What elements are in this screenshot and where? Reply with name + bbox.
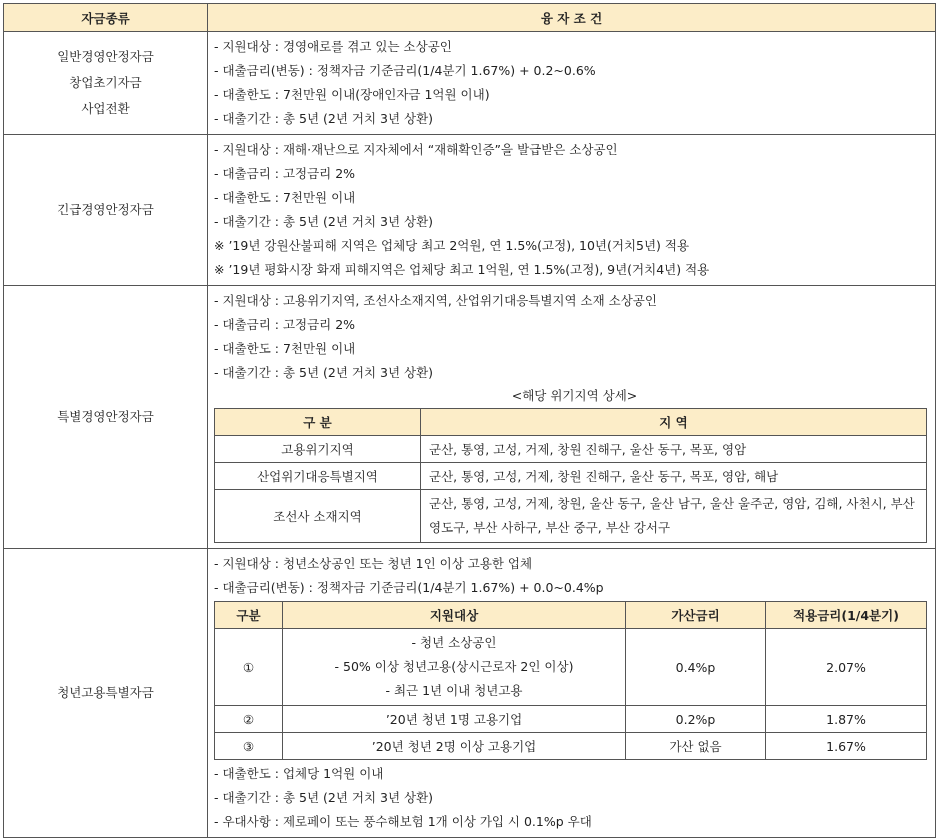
rate-header-add: 가산금리 [626, 602, 766, 629]
rate-target [283, 629, 626, 706]
header-row [4, 4, 936, 32]
condition-line: - 우대사항 : 제로페이 또는 풍수해보험 1개 이상 가입 시 0.1%p 우대 [214, 814, 592, 829]
header-fund-type: 자금종류 [4, 4, 208, 32]
fund-name-cell [4, 286, 208, 549]
fund-name-cell [4, 135, 208, 286]
fund-name: 창업초기자금 [69, 75, 142, 90]
region-table-header [215, 409, 927, 436]
rate-table-header [215, 602, 927, 629]
region-header-area: 지 역 [421, 409, 927, 436]
fund-row-special [4, 286, 936, 549]
loan-conditions-table [3, 3, 936, 838]
condition-line: - 지원대상 : 고용위기지역, 조선사소재지역, 산업위기대응특별지역 소재 소상공인 [214, 293, 657, 308]
region-header-category: 구 분 [215, 409, 421, 436]
rate-row [215, 706, 927, 733]
condition-line: - 대출기간 : 총 5년 (2년 거치 3년 상환) [214, 790, 434, 805]
region-areas: 군산, 통영, 고성, 거제, 창원 진해구, 울산 동구, 목포, 영암 [421, 436, 927, 463]
region-table-caption: <해당 위기지역 상세> [511, 388, 638, 403]
note-line: ※ ’19년 강원산불피해 지역은 업체당 최고 2억원, 연 1.5%(고정), 10년(거치5년) 적용 [214, 238, 690, 253]
condition-line: - 지원대상 : 청년소상공인 또는 청년 1인 이상 고용한 업체 [214, 556, 533, 571]
rate-row [215, 629, 927, 706]
fund-name: 사업전환 [81, 101, 130, 116]
region-areas: 군산, 통영, 고성, 거제, 창원, 울산 동구, 울산 남구, 울산 울주군, 영암, 김해, 사천시, 부산 영도구, 부산 사하구, 부산 중구, 부산 강서구 [421, 490, 927, 543]
condition-line: - 대출기간 : 총 5년 (2년 거치 3년 상환) [214, 365, 434, 380]
fund-conditions [208, 32, 936, 135]
region-category: 조선사 소재지역 [215, 490, 421, 543]
header-conditions: 융 자 조 건 [208, 4, 936, 32]
fund-row-emergency [4, 135, 936, 286]
fund-name: 긴급경영안정자금 [57, 202, 154, 217]
fund-name: 청년고용특별자금 [57, 685, 154, 700]
rate-applied: 1.67% [766, 733, 927, 760]
rate-add: 0.2%p [626, 706, 766, 733]
rate-applied: 2.07% [766, 629, 927, 706]
condition-line: - 지원대상 : 경영애로를 겪고 있는 소상공인 [214, 39, 452, 54]
condition-line: - 대출금리(변동) : 정책자금 기준금리(1/4분기 1.67%) + 0.2~0.6% [214, 63, 596, 78]
region-category: 산업위기대응특별지역 [215, 463, 421, 490]
rate-no: ① [215, 629, 283, 706]
rate-target-line: - 청년 소상공인 [411, 635, 497, 650]
note-line: ※ ’19년 평화시장 화재 피해지역은 업체당 최고 1억원, 연 1.5%(고정), 9년(거치4년) 적용 [214, 262, 710, 277]
region-areas: 군산, 통영, 고성, 거제, 창원 진해구, 울산 동구, 목포, 영암, 해남 [421, 463, 927, 490]
condition-line: - 지원대상 : 재해·재난으로 지자체에서 “재해확인증”을 발급받은 소상공인 [214, 142, 618, 157]
fund-name-cell [4, 549, 208, 838]
condition-line: - 대출한도 : 7천만원 이내(장애인자금 1억원 이내) [214, 87, 490, 102]
condition-line: - 대출한도 : 7천만원 이내 [214, 190, 356, 205]
fund-conditions [208, 549, 936, 838]
condition-line: - 대출금리(변동) : 정책자금 기준금리(1/4분기 1.67%) + 0.0~0.4%p [214, 580, 604, 595]
condition-line: - 대출기간 : 총 5년 (2년 거치 3년 상환) [214, 111, 434, 126]
fund-name: 특별경영안정자금 [57, 409, 154, 424]
condition-line: - 대출기간 : 총 5년 (2년 거치 3년 상환) [214, 214, 434, 229]
region-row [215, 436, 927, 463]
rate-add: 가산 없음 [626, 733, 766, 760]
fund-row-youth [4, 549, 936, 838]
rate-target-line: - 최근 1년 이내 청년고용 [385, 683, 523, 698]
rate-no: ② [215, 706, 283, 733]
region-category: 고용위기지역 [215, 436, 421, 463]
fund-name: 일반경영안정자금 [57, 49, 154, 64]
rate-applied: 1.87% [766, 706, 927, 733]
fund-name-cell [4, 32, 208, 135]
region-table [214, 408, 927, 543]
condition-line: - 대출한도 : 업체당 1억원 이내 [214, 766, 384, 781]
fund-conditions [208, 286, 936, 549]
rate-header-rate: 적용금리(1/4분기) [766, 602, 927, 629]
region-row [215, 463, 927, 490]
rate-target: ’20년 청년 1명 고용기업 [283, 706, 626, 733]
rate-row [215, 733, 927, 760]
fund-conditions [208, 135, 936, 286]
rate-no: ③ [215, 733, 283, 760]
condition-line: - 대출금리 : 고정금리 2% [214, 317, 356, 332]
rate-header-target: 지원대상 [283, 602, 626, 629]
rate-add: 0.4%p [626, 629, 766, 706]
rate-header-no: 구분 [215, 602, 283, 629]
region-row [215, 490, 927, 543]
condition-line: - 대출한도 : 7천만원 이내 [214, 341, 356, 356]
condition-line: - 대출금리 : 고정금리 2% [214, 166, 356, 181]
rate-target: ’20년 청년 2명 이상 고용기업 [283, 733, 626, 760]
rate-table [214, 601, 927, 760]
rate-target-line: - 50% 이상 청년고용(상시근로자 2인 이상) [334, 659, 574, 674]
fund-row-general [4, 32, 936, 135]
